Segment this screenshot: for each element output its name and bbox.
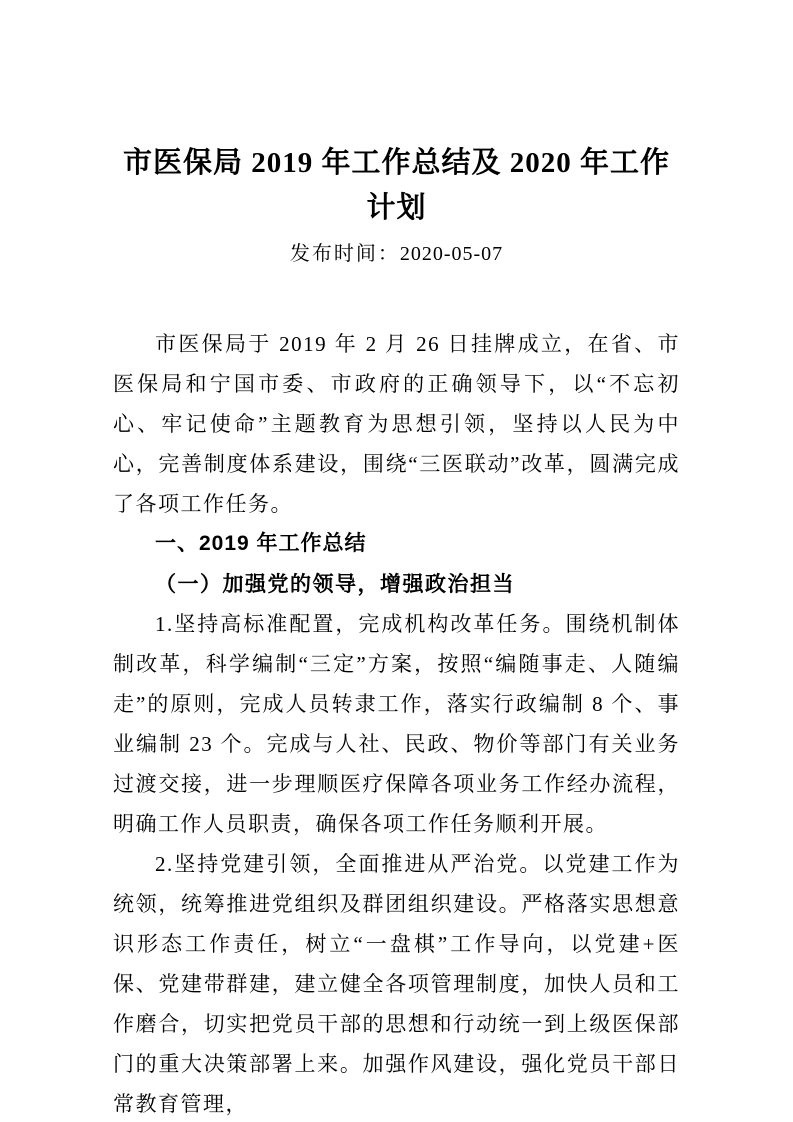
publish-date-label: 发布时间： [289,243,400,265]
publish-date-value: 2020-05-07 [399,243,504,265]
body-paragraph-1: 1.坚持高标准配置，完成机构改革任务。围绕机制体制改革，科学编制“三定”方案，按照“编随事走、人随编走”的原则，完成人员转隶工作，落实行政编制 8 个、事业编制 23 个。完成与人社、民政、物价等部门有关业务过渡交接，进一步理顺医疗保障各项业务工作经办流程，明确工作人员职责，确保各项工作任务顺利开展。 [113,612,680,836]
body-paragraph-2: 2.坚持党建引领，全面推进从严治党。以党建工作为统领，统筹推进党组织及群团组织建设。严格落实思想意识形态工作责任，树立“一盘棋”工作导向，以党建+医保、党建带群建，建立健全各项管理制度，加快人员和工作磨合，切实把党员干部的思想和行动统一到上级医保部门的重大决策部署上来。加强作风建设，强化党员干部日常教育管理， [113,852,680,1116]
section-heading-2019-summary: 一、2019 年工作总结 [155,532,367,555]
publish-date-line [113,241,680,267]
intro-paragraph: 市医保局于 2019 年 2 月 26 日挂牌成立，在省、市医保局和宁国市委、市政府的正确领导下，以“不忘初心、牢记使命”主题教育为思想引领，坚持以人民为中心，完善制度体系建设，围绕“三医联动”改革，圆满完成了各项工作任务。 [113,332,680,516]
subsection-heading-party-leadership: （一）加强党的领导，增强政治担当 [155,572,515,596]
document-title: 市医保局 2019 年工作总结及 2020 年工作计划 [122,147,670,224]
